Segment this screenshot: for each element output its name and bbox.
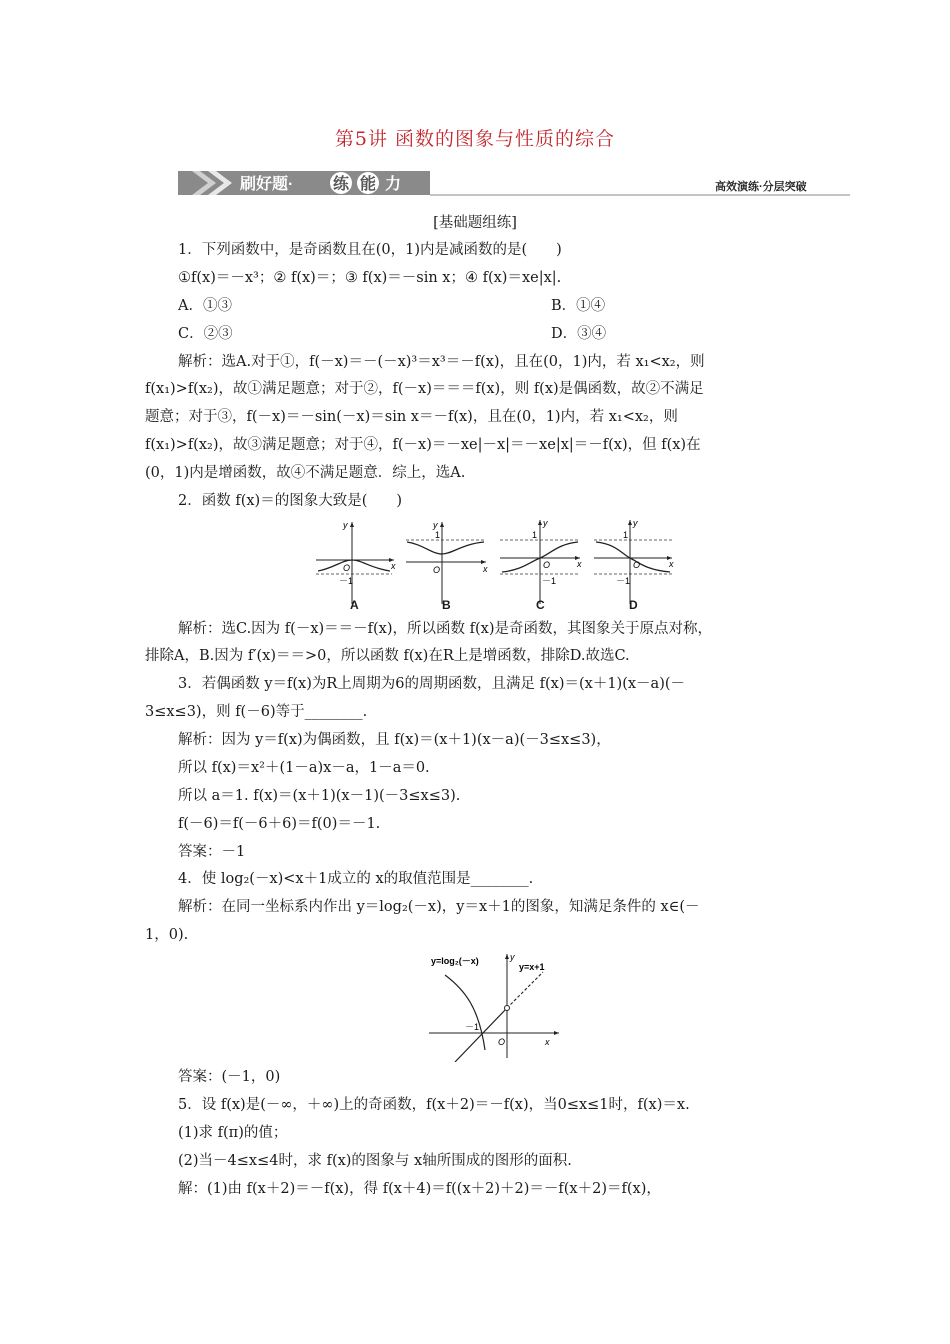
q1-option-d: D．③④	[551, 326, 607, 342]
tick-label: －1	[542, 576, 557, 586]
arrow-icon	[554, 1031, 559, 1035]
q3-solution-line: 所以 f(x)＝x²＋(1－a)x－a，1－a＝0.	[178, 760, 430, 776]
tick-label: －1	[339, 576, 354, 586]
open-point	[505, 1006, 510, 1011]
q5-solution-line: 解：(1)由 f(x＋2)＝－f(x)，得 f(x＋4)＝f((x＋2)＋2)＝－f(x＋2)＝f(x)，	[178, 1181, 661, 1197]
q3-solution-line: 解析：因为 y＝f(x)为偶函数，且 f(x)＝(x＋1)(x－a)(－3≤x≤3)，	[178, 732, 611, 748]
y-label: y	[433, 520, 438, 530]
q2-stem: 2．函数 f(x)＝的图象大致是( )	[178, 493, 403, 509]
origin-label: O	[433, 565, 441, 575]
tick-label: 1	[435, 530, 441, 540]
arrow-icon	[350, 522, 354, 527]
q4-solution-line: 1，0).	[145, 927, 189, 943]
log-vs-line-graph	[425, 950, 565, 1062]
q3-stem: 3．若偶函数 y＝f(x)为R上周期为6的周期函数，且满足 f(x)＝(x＋1)(x－a)(－	[178, 676, 686, 692]
q2-solution-line: 解析：选C.因为 f(－x)＝＝－f(x)，所以函数 f(x)是奇函数，其图象关于原点对称，	[178, 621, 712, 637]
line-dashed	[507, 972, 543, 1008]
q5-part: (2)当－4≤x≤4时，求 f(x)的图象与 x轴所围成的图形的面积.	[178, 1153, 572, 1169]
q1-solution-line: f(x₁)>f(x₂)，故③满足题意；对于④，f(－x)＝－xe|－x|＝－xe|x|＝－f(x)，但 f(x)在	[145, 437, 701, 453]
q1-functions: ①f(x)＝－x³；② f(x)＝；③ f(x)＝－sin x；④ f(x)＝xe|x|.	[178, 270, 562, 286]
q2-solution-line: 排除A，B.因为 f′(x)＝＝>0，所以函数 f(x)在R上是增函数，排除D.故选C.	[145, 648, 630, 664]
x-label: x	[669, 559, 674, 569]
banner-graphic	[178, 168, 850, 198]
arrow-icon	[505, 954, 509, 959]
y-label: y	[633, 518, 638, 528]
banner-circle-text-2: 能	[360, 176, 377, 193]
banner-right-text: 高效演练·分层突破	[715, 181, 807, 193]
origin-label: O	[498, 1037, 506, 1047]
y-label: y	[543, 518, 548, 528]
log-label: y=log₂(－x)	[431, 956, 479, 966]
q1-stem: 1．下列函数中，是奇函数且在(0，1)内是减函数的是( )	[178, 242, 562, 258]
origin-label: O	[543, 560, 551, 570]
q5-stem: 5．设 f(x)是(－∞，＋∞)上的奇函数，f(x＋2)＝－f(x)，当0≤x≤1时，f(x)＝x.	[178, 1097, 690, 1113]
y-label: y	[510, 952, 515, 962]
x-label: x	[391, 561, 396, 571]
q3-stem: 3≤x≤3)，则 f(－6)等于________.	[145, 704, 368, 720]
origin-label: O	[633, 560, 641, 570]
q5-part: (1)求 f(π)的值；	[178, 1125, 288, 1141]
graph-caption: A	[350, 598, 359, 612]
q3-answer: 答案：－1	[178, 844, 246, 860]
x-label: x	[577, 559, 582, 569]
tick-label: －1	[616, 576, 631, 586]
x-label: x	[545, 1037, 550, 1047]
curve	[318, 560, 390, 571]
arrow-icon	[440, 522, 444, 527]
arrow-icon	[538, 520, 542, 525]
tick-label: 1	[532, 530, 538, 540]
q1-option-c: C．②③	[178, 326, 233, 342]
q3-solution-line: 所以 a＝1. f(x)＝(x＋1)(x－1)(－3≤x≤3).	[178, 788, 461, 804]
line-solid	[455, 1008, 507, 1062]
q4-answer: 答案：(－1，0)	[178, 1069, 281, 1085]
q1-option-a: A．①③	[178, 298, 232, 314]
q1-solution-line: 解析：选A.对于①，f(－x)＝－(－x)³＝x³＝－f(x)，且在(0，1)内，若 x₁<x₂，则	[178, 354, 705, 370]
q1-option-b: B．①④	[551, 298, 606, 314]
graph-caption: D	[629, 598, 638, 612]
banner-circle-text-1: 练	[333, 176, 350, 193]
origin-label: O	[343, 563, 351, 573]
y-label: y	[343, 520, 348, 530]
banner-left-text: 刷好题·	[240, 176, 294, 193]
line-label: y=x+1	[519, 962, 545, 972]
log-curve	[445, 975, 485, 1050]
q1-solution-line: 题意；对于③，f(－x)＝－sin(－x)＝sin x＝－f(x)，且在(0，1)内，若 x₁<x₂，则	[145, 409, 678, 425]
section-subhead: [基础题组练]	[433, 215, 517, 231]
q3-solution-line: f(－6)＝f(－6＋6)＝f(0)＝－1.	[178, 816, 381, 832]
q1-solution-line: (0，1)内是增函数，故④不满足题意．综上，选A.	[145, 465, 466, 481]
curve	[407, 542, 484, 554]
graph-caption: C	[536, 598, 545, 612]
q1-solution-line: f(x₁)>f(x₂)，故①满足题意；对于②，f(－x)＝＝＝f(x)，则 f(x)是偶函数，故②不满足	[145, 381, 704, 397]
page-title: 第5讲 函数的图象与性质的综合	[334, 128, 616, 150]
banner-tail-text: 力	[385, 176, 402, 193]
tick-label: －1	[465, 1022, 480, 1032]
section-banner	[178, 168, 850, 198]
x-label: x	[483, 564, 488, 574]
graph-caption: B	[442, 598, 451, 612]
q4-stem: 4．使 log₂(－x)<x＋1成立的 x的取值范围是________.	[178, 871, 534, 887]
arrow-icon	[628, 520, 632, 525]
tick-label: 1	[623, 530, 629, 540]
q4-solution-line: 解析：在同一坐标系内作出 y＝log₂(－x)，y＝x＋1的图象，知满足条件的 x∈(－	[178, 899, 700, 915]
